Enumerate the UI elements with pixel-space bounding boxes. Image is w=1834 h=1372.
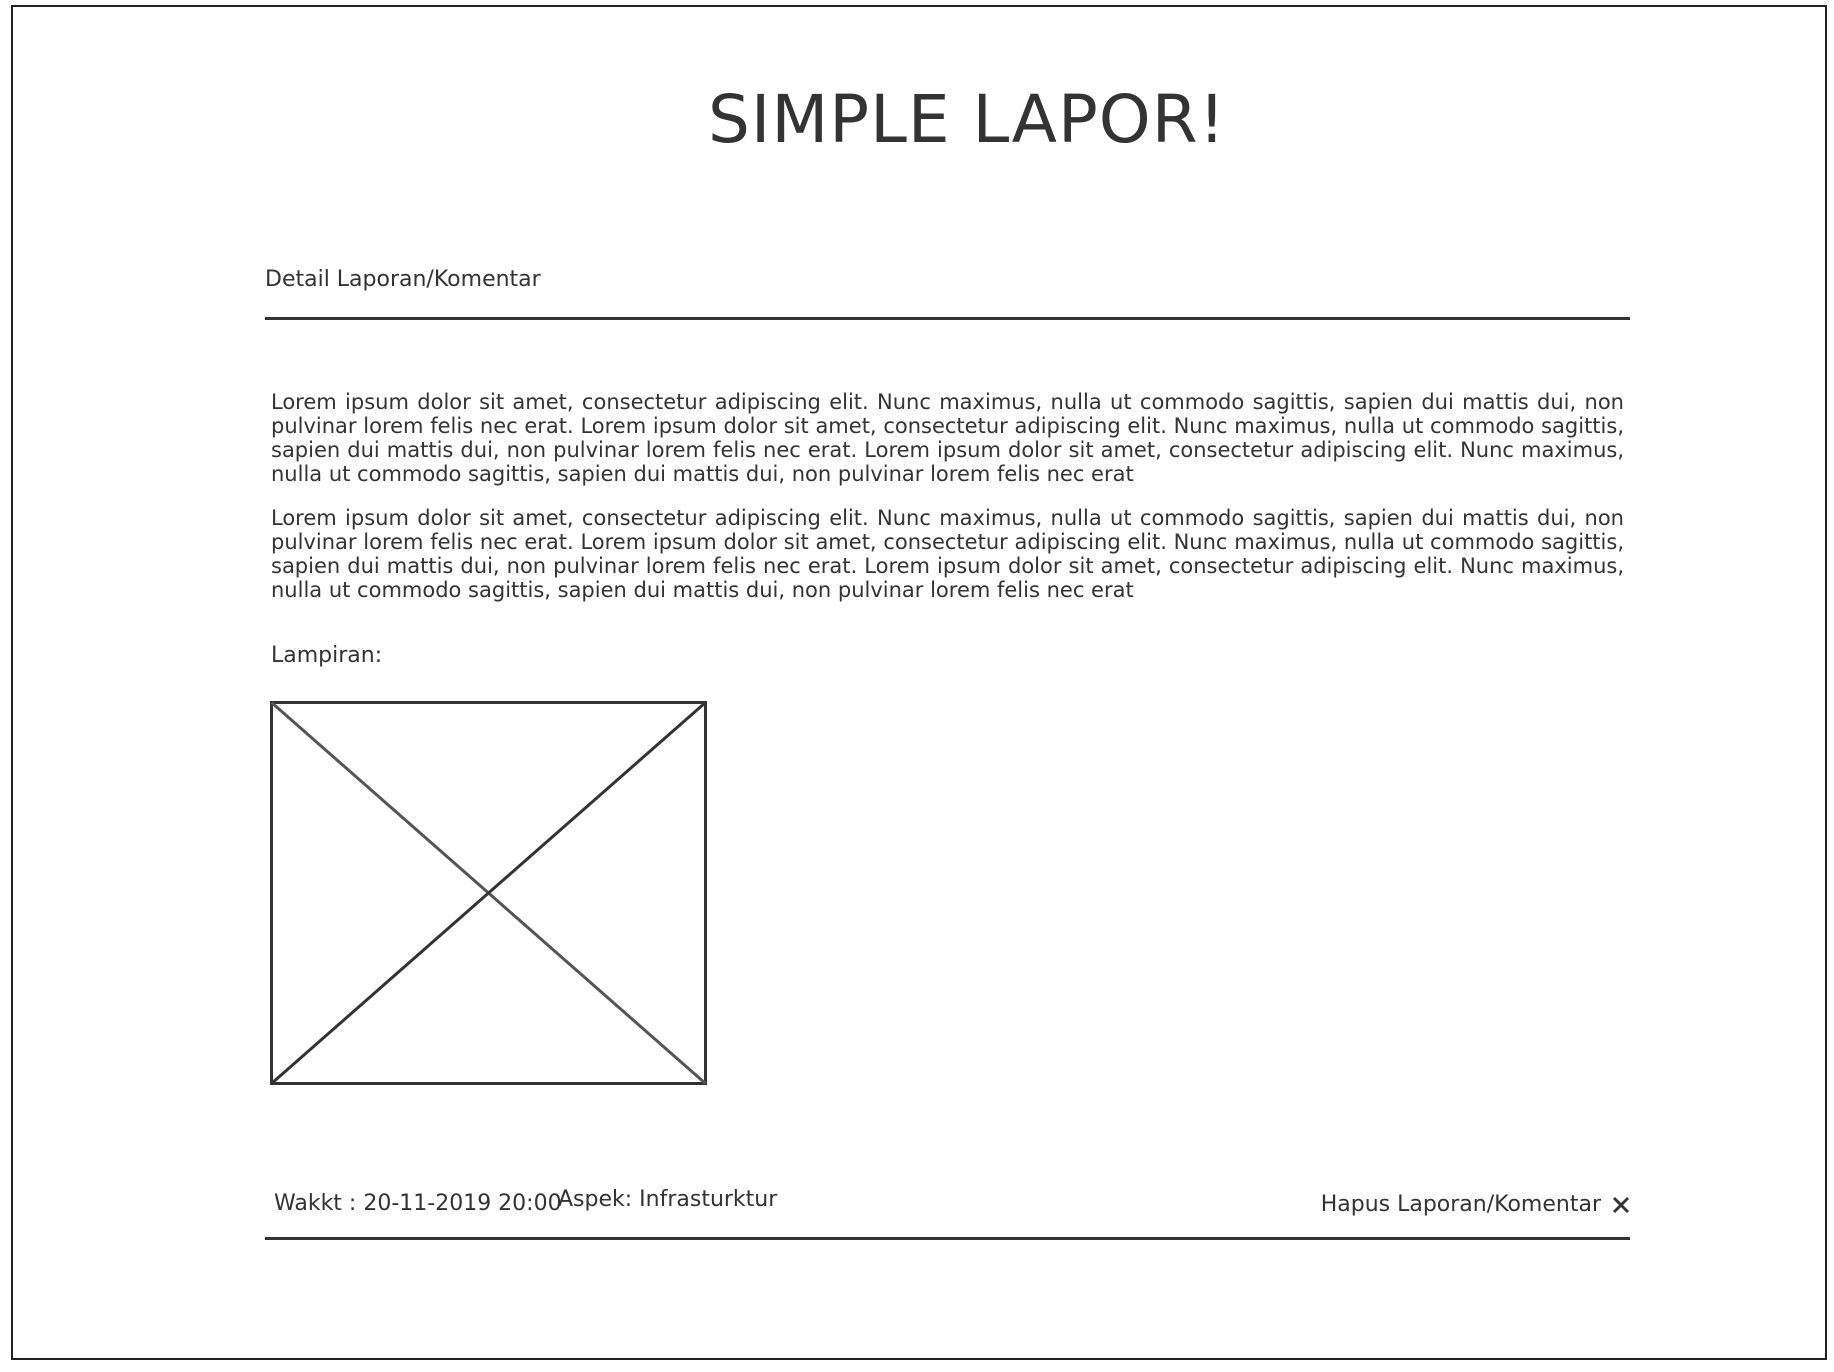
- section-divider-top: [265, 317, 1630, 320]
- app-title: SIMPLE LAPOR!: [707, 81, 1227, 158]
- attachment-image[interactable]: [270, 701, 707, 1085]
- report-aspect: Aspek: Infrasturktur: [558, 1187, 778, 1212]
- delete-report-label: Hapus Laporan/Komentar: [1320, 1192, 1601, 1217]
- close-icon[interactable]: [1611, 1195, 1631, 1215]
- section-divider-bottom: [265, 1237, 1630, 1240]
- report-paragraph: Lorem ipsum dolor sit amet, consectetur adipiscing elit. Nunc maximus, nulla ut commodo sagittis, sapien dui mattis dui, non pulvinar lorem felis nec erat. Lorem ipsum dolor sit amet, consectetur adipiscing elit. Nunc maximus, nulla ut commodo sagittis, sapien dui mattis dui, non pulvinar lorem felis nec erat. Lorem ipsum dolor sit amet, consectetur adipiscing elit. Nunc maximus, nulla ut commodo sagittis, sapien dui mattis dui, non pulvinar lorem felis nec erat: [271, 390, 1624, 486]
- section-title: Detail Laporan/Komentar: [265, 267, 541, 292]
- report-body: [271, 390, 1624, 622]
- delete-report-button[interactable]: [1321, 1191, 1631, 1219]
- image-placeholder-icon: [270, 701, 707, 1085]
- report-paragraph: Lorem ipsum dolor sit amet, consectetur adipiscing elit. Nunc maximus, nulla ut commodo sagittis, sapien dui mattis dui, non pulvinar lorem felis nec erat. Lorem ipsum dolor sit amet, consectetur adipiscing elit. Nunc maximus, nulla ut commodo sagittis, sapien dui mattis dui, non pulvinar lorem felis nec erat. Lorem ipsum dolor sit amet, consectetur adipiscing elit. Nunc maximus, nulla ut commodo sagittis, sapien dui mattis dui, non pulvinar lorem felis nec erat: [271, 506, 1624, 602]
- page-frame: [11, 5, 1827, 1360]
- attachment-label: Lampiran:: [271, 643, 383, 668]
- report-time: Wakkt : 20-11-2019 20:00: [274, 1191, 562, 1216]
